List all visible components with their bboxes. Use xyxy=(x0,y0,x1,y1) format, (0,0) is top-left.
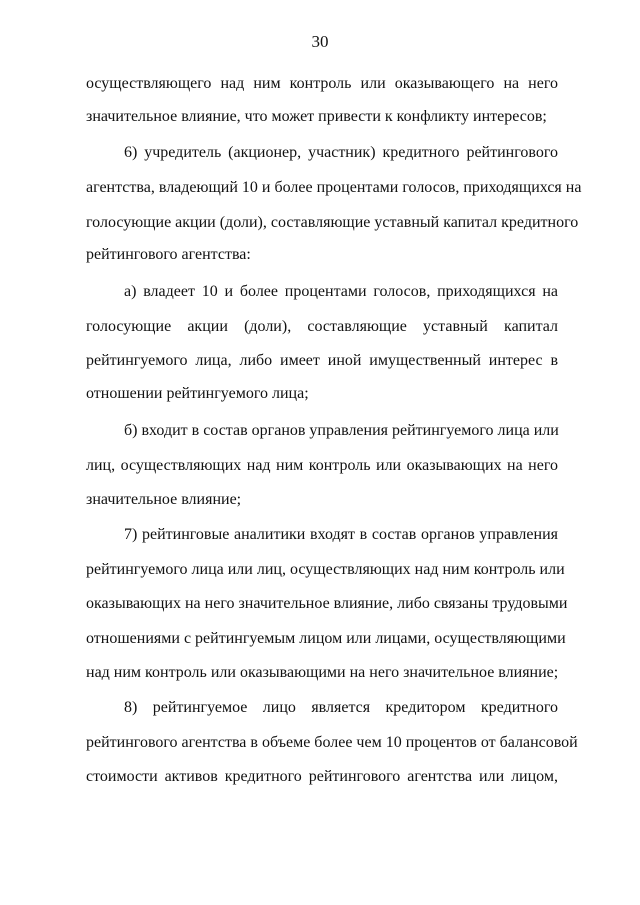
text-line: стоимости активов кредитного рейтингового агентства или лицом, xyxy=(86,768,558,785)
text-line: б) входит в состав органов управления рейтингуемого лица или xyxy=(124,422,559,439)
page-number: 30 xyxy=(311,32,329,51)
text-line: голосующие акции (доли), составляющие уставный капитал кредитного xyxy=(86,214,579,231)
text-line: а) владеет 10 и более процентами голосов, приходящихся на xyxy=(124,283,558,300)
text-line: 7) рейтинговые аналитики входят в состав органов управления xyxy=(124,526,558,543)
text-line: 6) учредитель (акционер, участник) кредитного рейтингового xyxy=(124,144,558,161)
text-line: отношениями с рейтингуемым лицом или лицами, осуществляющими xyxy=(86,630,566,647)
text-line: значительное влияние; xyxy=(86,491,242,508)
text-line: рейтингуемого лица, либо имеет иной имущественный интерес в xyxy=(86,352,558,369)
text-line: агентства, владеющий 10 и более процентами голосов, приходящихся на xyxy=(86,179,582,196)
text-line: отношении рейтингуемого лица; xyxy=(86,385,309,402)
text-line: лиц, осуществляющих над ним контроль или оказывающих на него xyxy=(86,457,558,474)
text-line: над ним контроль или оказывающими на него значительное влияние; xyxy=(86,664,559,681)
text-line: рейтингового агентства в объеме более чем 10 процентов от балансовой xyxy=(86,734,578,751)
text-line: осуществляющего над ним контроль или оказывающего на него xyxy=(86,75,558,92)
text-line: рейтингового агентства: xyxy=(86,246,251,263)
text-line: значительное влияние, что может привести к конфликту интересов; xyxy=(86,108,547,125)
text-line: голосующие акции (доли), составляющие уставный капитал xyxy=(86,318,558,335)
text-line: рейтингуемого лица или лиц, осуществляющих над ним контроль или xyxy=(86,561,565,578)
text-line: оказывающих на него значительное влияние, либо связаны трудовыми xyxy=(86,595,568,612)
text-line: 8) рейтингуемое лицо является кредитором кредитного xyxy=(124,699,558,716)
